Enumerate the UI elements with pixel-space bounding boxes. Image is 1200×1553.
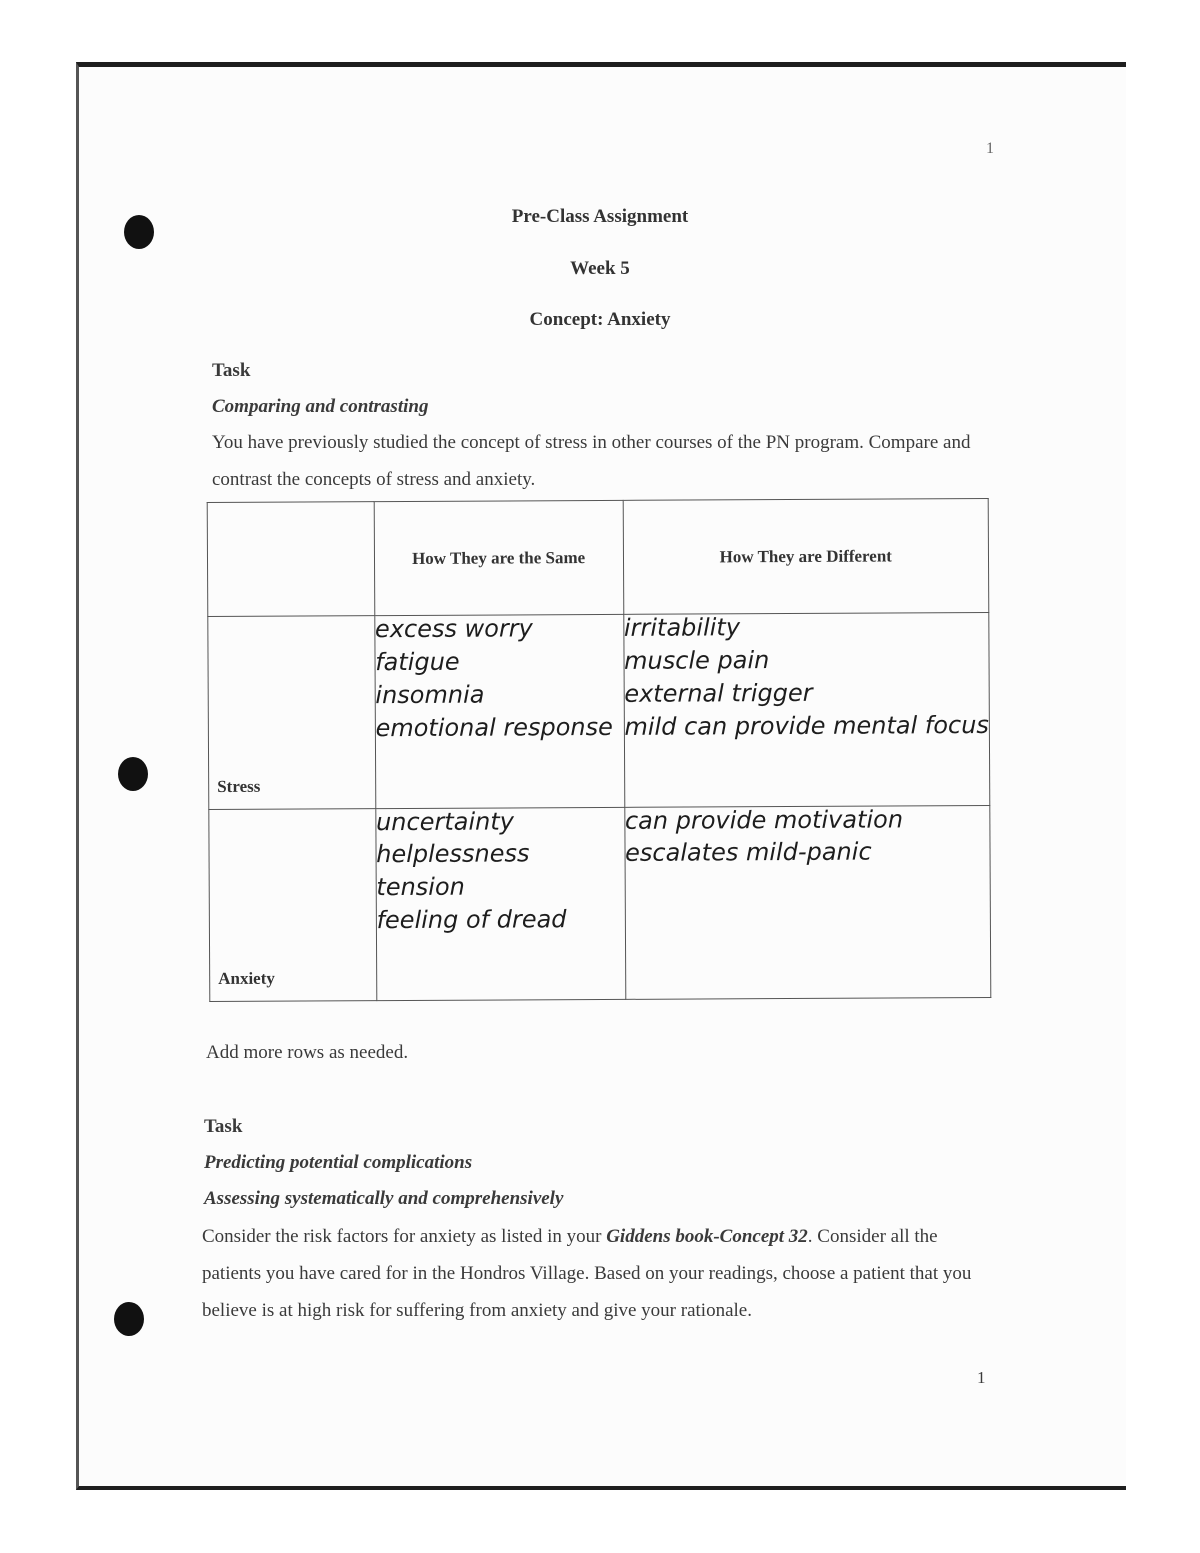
handwritten-entry: tension: [376, 873, 465, 902]
handwritten-entry: helplessness: [376, 839, 530, 869]
handwritten-entry: escalates mild-panic: [625, 838, 872, 868]
handwritten-entry: uncertainty: [375, 807, 514, 836]
header-different: How They are Different: [623, 498, 989, 614]
header-same: How They are the Same: [374, 500, 624, 616]
table-row-stress: [208, 613, 990, 809]
week-label: Week 5: [570, 258, 630, 279]
assignment-title: Pre-Class Assignment: [511, 206, 689, 227]
header-blank-cell: [207, 502, 374, 617]
footer-page-number: 1: [977, 1368, 986, 1387]
task-subtitle-assessing: Assessing systematically and comprehensively: [204, 1188, 564, 1209]
stress-same-cell: [374, 615, 624, 809]
handwritten-entry: fatigue: [375, 647, 460, 677]
add-rows-note: Add more rows as needed.: [206, 1042, 409, 1063]
task-heading-2: Task: [204, 1116, 243, 1137]
handwritten-entry: external trigger: [624, 678, 813, 708]
anxiety-different-cell: [624, 805, 990, 999]
table-row-anxiety: [209, 805, 991, 1001]
punch-hole-middle: [118, 757, 148, 791]
handwritten-entry: muscle pain: [624, 646, 770, 675]
handwritten-entry: excess worry: [374, 614, 533, 644]
instructions-text-part1: Consider the risk factors for anxiety as listed in your: [202, 1226, 607, 1247]
handwritten-entry: mild can provide mental focus: [624, 710, 989, 741]
task-subtitle-predicting: Predicting potential complications: [204, 1152, 473, 1173]
instructions-text-part2: . Consider all the patients you have cared for in the Hondros Village. Based on your readings, choose a patient that you believe is at high risk for suffering from anxiety and give your rationale.: [202, 1226, 972, 1321]
handwritten-entry: feeling of dread: [376, 905, 567, 935]
concept-label: Concept: Anxiety: [529, 309, 671, 330]
compare-table: [207, 498, 992, 1002]
stress-different-cell: [623, 613, 989, 807]
handwritten-entry: emotional response: [375, 712, 613, 743]
row-label-stress: Stress: [208, 616, 376, 809]
corner-page-number: 1: [986, 140, 994, 157]
handwritten-entry: irritability: [623, 613, 741, 643]
handwritten-entry: insomnia: [375, 680, 485, 710]
row-label-anxiety: Anxiety: [209, 808, 377, 1001]
giddens-reference: Giddens book-Concept 32: [606, 1226, 808, 1247]
task-instructions-2: [202, 1218, 992, 1329]
task-instructions-1: You have previously studied the concept of stress in other courses of the PN program. Compare and contrast the concepts of stress and anxiety.: [212, 432, 971, 490]
table-header-row: [207, 498, 989, 616]
punch-hole-bottom: [114, 1302, 144, 1336]
anxiety-same-cell: [375, 807, 625, 1001]
task-heading-1: Task: [212, 360, 251, 381]
handwritten-entry: can provide motivation: [624, 805, 904, 835]
task-subtitle-comparing: Comparing and contrasting: [212, 396, 429, 417]
